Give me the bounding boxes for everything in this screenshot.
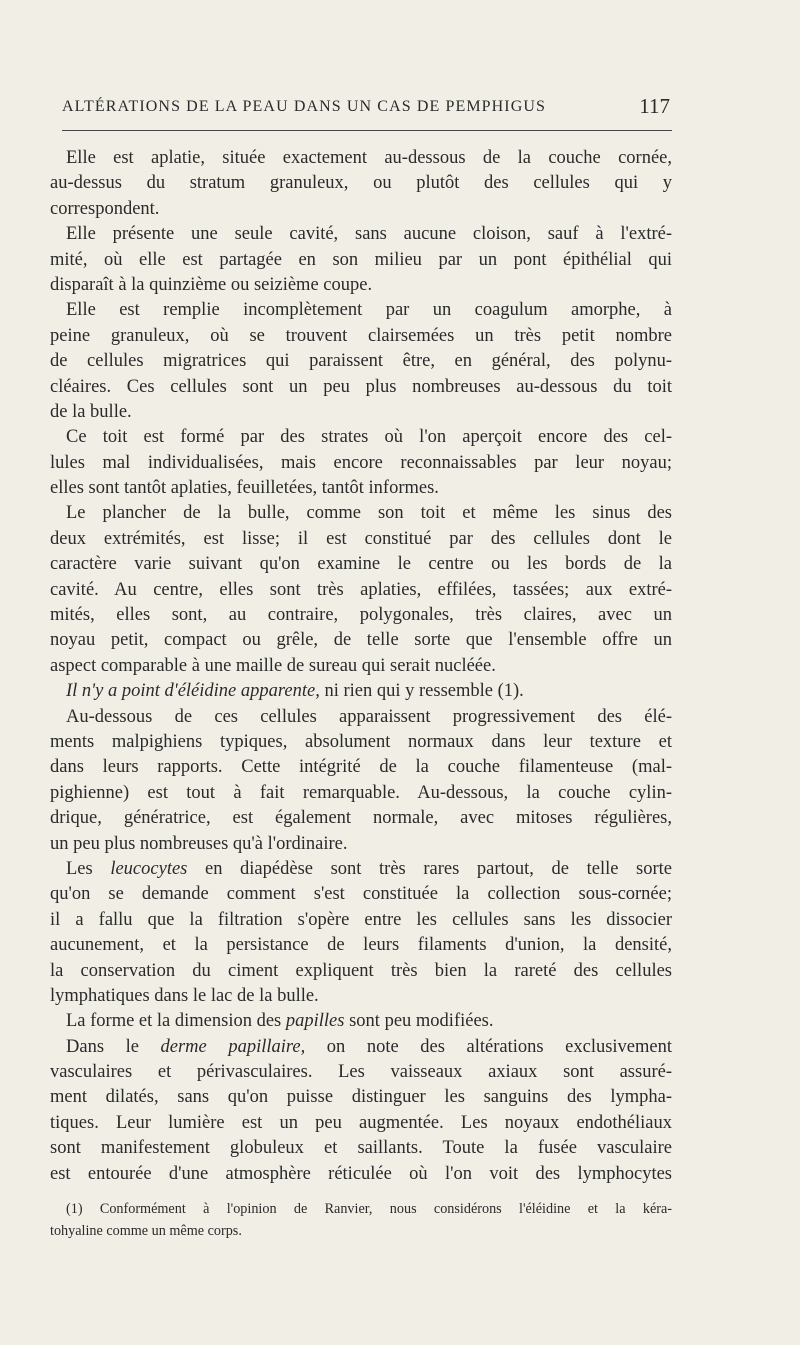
italic-phrase: derme papillaire,: [160, 1036, 306, 1057]
text-line: noyau petit, compact ou grêle, de telle sorte que l'ensemble offre un: [50, 630, 672, 651]
text-line: [50, 1035, 672, 1060]
text-span: en diapédèse sont très rares partout, de telle sorte: [187, 858, 672, 879]
italic-phrase: leucocytes: [110, 858, 188, 879]
text-span: sont peu modifiées.: [344, 1011, 494, 1032]
text-line: ment dilatés, sans qu'on puisse distinguer les sanguins des lympha-: [50, 1087, 672, 1108]
text-line: dans leurs rapports. Cette intégrité de la couche filamenteuse (mal-: [50, 757, 672, 778]
text-line: qu'on se demande comment s'est constituée la collection sous-cornée;: [50, 884, 672, 905]
text-line: correspondent.: [50, 198, 160, 219]
running-header: [62, 94, 670, 120]
text-line: elles sont tantôt aplaties, feuilletées, tantôt informes.: [50, 478, 439, 499]
text-line: disparaît à la quinzième ou seizième coupe.: [50, 274, 373, 295]
text-line: aspect comparable à une maille de sureau qui serait nucléée.: [50, 655, 496, 676]
italic-phrase: Il n'y a point d'éléidine apparente,: [66, 681, 320, 702]
text-line: Le plancher de la bulle, comme son toit et même les sinus des: [66, 503, 672, 524]
text-line: lules mal individualisées, mais encore reconnaissables par leur noyau;: [50, 452, 672, 473]
text-line: cavité. Au centre, elles sont très aplaties, effilées, tassées; aux extré-: [50, 579, 672, 600]
text-line: tiques. Leur lumière est un peu augmentée. Les noyaux endothéliaux: [50, 1112, 672, 1133]
text-line: peine granuleux, où se trouvent clairsemées un très petit nombre: [50, 325, 672, 346]
text-line: de cellules migratrices qui paraissent être, en général, des polynu-: [50, 351, 672, 372]
text-span: Les: [66, 858, 111, 879]
header-rule: [62, 130, 672, 131]
text-line: Elle est remplie incomplètement par un coagulum amorphe, à: [66, 300, 672, 321]
text-line: mité, où elle est partagée en son milieu par un pont épithélial qui: [50, 249, 672, 270]
text-line: Ce toit est formé par des strates où l'on aperçoit encore des cel-: [66, 427, 672, 448]
text-line: caractère varie suivant qu'on examine le centre ou les bords de la: [50, 554, 672, 575]
text-line: sont manifestement globuleux et saillants. Toute la fusée vasculaire: [50, 1138, 672, 1159]
text-line: [50, 679, 672, 704]
text-span: Dans le: [66, 1036, 161, 1057]
footnote-line: tohyaline comme un même corps.: [50, 1223, 242, 1239]
body-text: [50, 146, 672, 1187]
text-line: drique, génératrice, est également normale, avec mitoses régulières,: [50, 808, 672, 829]
text-line: la conservation du ciment expliquent très bien la rareté des cellules: [50, 960, 672, 981]
text-span: La forme et la dimension des: [66, 1011, 286, 1032]
text-line: Elle présente une seule cavité, sans aucune cloison, sauf à l'extré-: [66, 224, 672, 245]
text-line: vasculaires et périvasculaires. Les vaisseaux axiaux sont assuré-: [50, 1062, 672, 1083]
running-title: ALTÉRATIONS DE LA PEAU DANS UN CAS DE PEMPHIGUS: [62, 98, 547, 115]
text-line: lymphatiques dans le lac de la bulle.: [50, 985, 319, 1006]
text-line: il a fallu que la filtration s'opère entre les cellules sans les dissocier: [50, 909, 672, 930]
text-span: ni rien qui y ressemble (1).: [319, 681, 524, 702]
text-line: [50, 857, 672, 882]
text-span: on note des altérations exclusivement: [305, 1036, 673, 1057]
text-line: pighienne) est tout à fait remarquable. Au-dessous, la couche cylin-: [50, 782, 672, 803]
text-line: deux extrémités, est lisse; il est constitué par des cellules dont le: [50, 528, 672, 549]
italic-phrase: papilles: [285, 1011, 345, 1032]
text-line: Elle est aplatie, située exactement au-dessous de la couche cornée,: [66, 148, 672, 168]
text-line: ments malpighiens typiques, absolument normaux dans leur texture et: [50, 731, 672, 752]
text-line: Au-dessous de ces cellules apparaissent progressivement des élé-: [66, 706, 672, 727]
footnote: [50, 1198, 672, 1242]
footnote-line: (1) Conformément à l'opinion de Ranvier, nous considérons l'éléidine et la kéra-: [66, 1201, 672, 1217]
text-line: mités, elles sont, au contraire, polygonales, très claires, avec un: [50, 605, 672, 626]
text-line: aucunement, et la persistance de leurs filaments d'union, la densité,: [50, 935, 672, 956]
text-line: cléaires. Ces cellules sont un peu plus nombreuses au-dessous du toit: [50, 376, 672, 397]
page-number: 117: [639, 94, 670, 118]
text-line: un peu plus nombreuses qu'à l'ordinaire.: [50, 833, 348, 854]
text-line: est entourée d'une atmosphère réticulée où l'on voit des lymphocytes: [50, 1163, 672, 1184]
text-line: au-dessus du stratum granuleux, ou plutôt des cellules qui y: [50, 173, 672, 194]
text-line: de la bulle.: [50, 401, 132, 422]
text-line: [50, 1009, 672, 1034]
